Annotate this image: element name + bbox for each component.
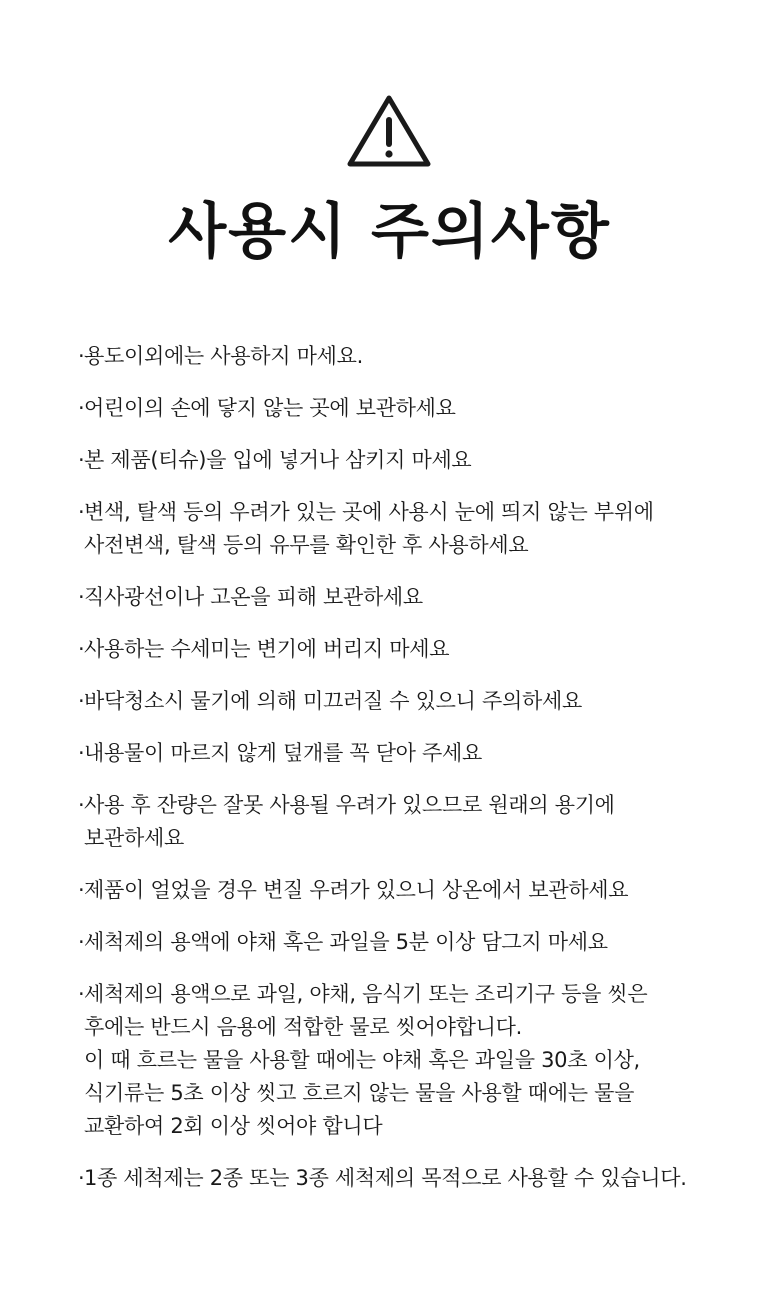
notice-line — [78, 392, 738, 425]
notice-item — [78, 496, 738, 562]
notice-line — [78, 978, 738, 1011]
notice-item — [78, 789, 738, 855]
notice-text: 교환하여 2회 이상 씻어야 합니다 — [84, 1114, 383, 1138]
notice-text: 바닥청소시 물기에 의해 미끄러질 수 있으니 주의하세요 — [84, 689, 582, 713]
bullet: · — [78, 878, 85, 902]
notice-text: 사용 후 잔량은 잘못 사용될 우려가 있으므로 원래의 용기에 — [84, 793, 615, 817]
notice-line — [78, 1044, 738, 1077]
notice-item — [78, 392, 738, 425]
page-title: 사용시 주의사항 — [168, 197, 611, 267]
notice-text: 내용물이 마르지 않게 덮개를 꼭 닫아 주세요 — [84, 741, 482, 765]
bullet: · — [78, 500, 85, 524]
notice-line — [78, 789, 738, 822]
notice-text: 제품이 얼었을 경우 변질 우려가 있으니 상온에서 보관하세요 — [84, 878, 629, 902]
notice-text: 용도이외에는 사용하지 마세요. — [84, 344, 363, 368]
notice-line — [78, 444, 738, 477]
notice-text: 세척제의 용액에 야채 혹은 과일을 5분 이상 담그지 마세요 — [84, 930, 608, 954]
notice-text: 직사광선이나 고온을 피해 보관하세요 — [84, 585, 423, 609]
warning-triangle-icon — [345, 92, 433, 170]
bullet: · — [78, 585, 85, 609]
notice-line — [78, 822, 738, 855]
notice-item — [78, 978, 738, 1143]
bullet: · — [78, 637, 85, 661]
notice-line — [78, 737, 738, 770]
bullet: · — [78, 1166, 85, 1190]
notice-item — [78, 444, 738, 477]
notice-item — [78, 581, 738, 614]
notice-item — [78, 685, 738, 718]
bullet: · — [78, 344, 85, 368]
notice-text: 세척제의 용액으로 과일, 야채, 음식기 또는 조리기구 등을 씻은 — [84, 982, 648, 1006]
notice-text: 본 제품(티슈)을 입에 넣거나 삼키지 마세요 — [84, 448, 472, 472]
notice-text: 이 때 흐르는 물을 사용할 때에는 야채 혹은 과일을 30초 이상, — [84, 1048, 640, 1072]
notice-line — [78, 874, 738, 907]
notice-text: 1종 세척제는 2종 또는 3종 세척제의 목적으로 사용할 수 있습니다. — [84, 1166, 687, 1190]
notice-item — [78, 633, 738, 666]
bullet: · — [78, 930, 85, 954]
notice-text: 변색, 탈색 등의 우려가 있는 곳에 사용시 눈에 띄지 않는 부위에 — [84, 500, 654, 524]
notice-line — [78, 496, 738, 529]
notice-text: 사전변색, 탈색 등의 유무를 확인한 후 사용하세요 — [84, 533, 529, 557]
notice-line — [78, 926, 738, 959]
notice-line — [78, 1162, 738, 1195]
notice-line — [78, 1077, 738, 1110]
notice-list — [78, 340, 738, 1214]
bullet: · — [78, 793, 85, 817]
notice-line — [78, 1110, 738, 1143]
notice-text: 보관하세요 — [84, 826, 184, 850]
notice-text: 어린이의 손에 닿지 않는 곳에 보관하세요 — [84, 396, 456, 420]
notice-line — [78, 685, 738, 718]
notice-item — [78, 874, 738, 907]
notice-line — [78, 340, 738, 373]
notice-line — [78, 529, 738, 562]
notice-item — [78, 340, 738, 373]
notice-item — [78, 1162, 738, 1195]
notice-item — [78, 737, 738, 770]
notice-text: 후에는 반드시 음용에 적합한 물로 씻어야합니다. — [84, 1015, 522, 1039]
bullet: · — [78, 982, 85, 1006]
notice-line — [78, 581, 738, 614]
notice-line — [78, 633, 738, 666]
bullet: · — [78, 741, 85, 765]
notice-item — [78, 926, 738, 959]
bullet: · — [78, 689, 85, 713]
bullet: · — [78, 396, 85, 420]
bullet: · — [78, 448, 85, 472]
notice-text: 사용하는 수세미는 변기에 버리지 마세요 — [84, 637, 450, 661]
notice-text: 식기류는 5초 이상 씻고 흐르지 않는 물을 사용할 때에는 물을 — [84, 1081, 635, 1105]
notice-line — [78, 1011, 738, 1044]
